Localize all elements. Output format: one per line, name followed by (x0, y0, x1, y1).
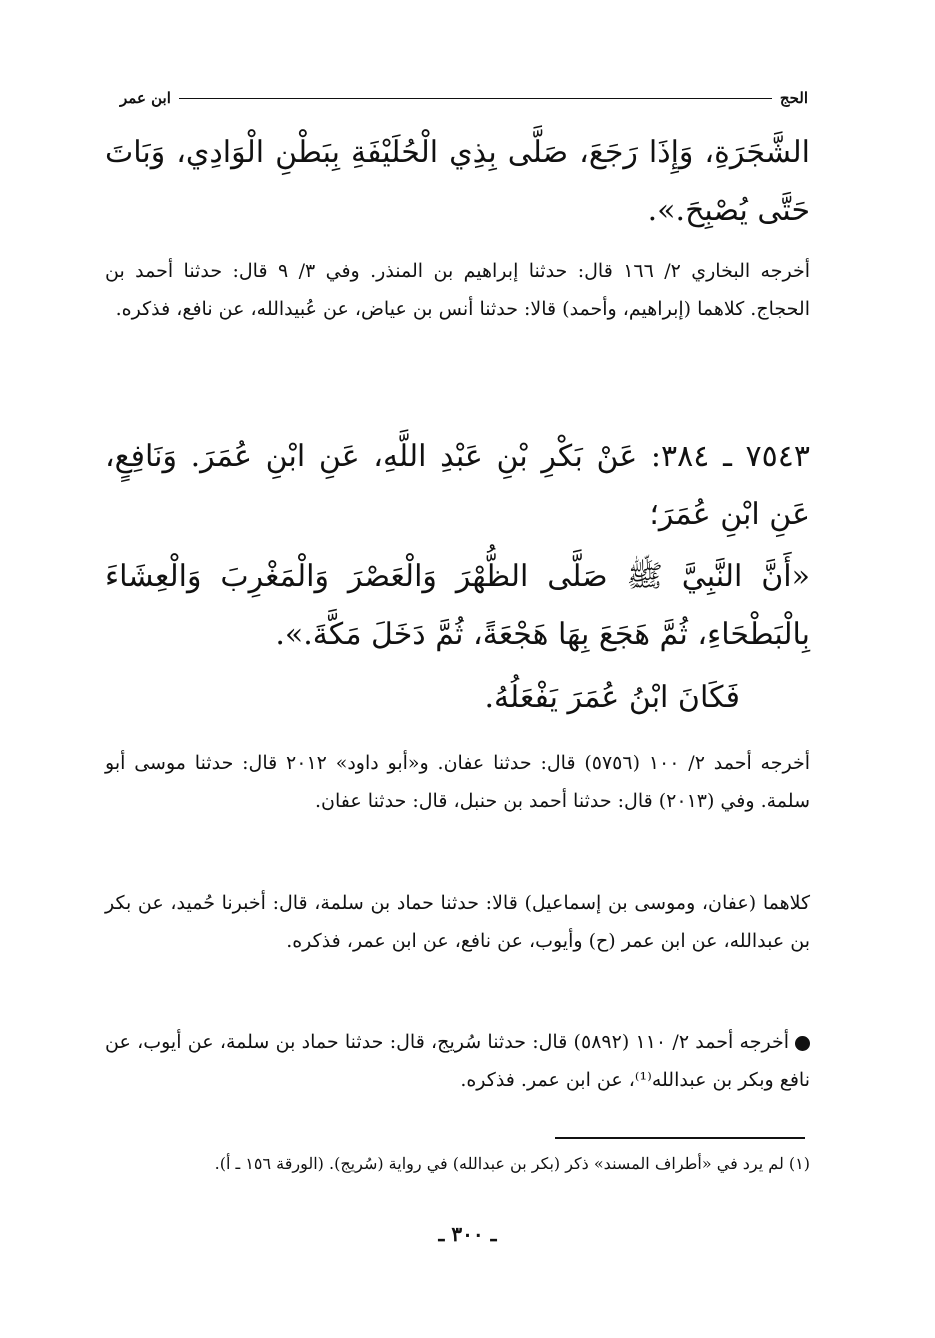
header-section-title: الحج (779, 89, 808, 107)
takhrij-text: أخرجه أحمد ٢/ ١١٠ (٥٨٩٢) قال: حدثنا سُريج، قال: حدثنا حماد بن سلمة، عن أيوب، عن نافع وبكر بن عبدالله⁽¹⁾، عن ابن عمر. فذكره. (105, 1031, 810, 1091)
takhrij-paragraph-bulleted (105, 1023, 810, 1099)
takhrij-paragraph: كلاهما (عفان، وموسى بن إسماعيل) قالا: حدثنا حماد بن سلمة، قال: أخبرنا حُميد، عن بكر بن عبدالله، عن ابن عمر (ح) وأيوب، عن نافع، عن ابن عمر، فذكره. (105, 892, 810, 952)
hadith-text-addendum: فَكَانَ ابْنُ عُمَرَ يَفْعَلُهُ. (484, 680, 740, 715)
hadith-text-continuation: الشَّجَرَةِ، وَإِذَا رَجَعَ، صَلَّى بِذِي الْحُلَيْفَةِ بِبَطْنِ الْوَادِي، وَبَاتَ حَتَّى يُصْبِحَ.». (105, 135, 810, 228)
running-header (110, 86, 818, 110)
takhrij-paragraph: أخرجه البخاري ٢/ ١٦٦ قال: حدثنا إبراهيم بن المنذر. وفي ٣/ ٩ قال: حدثنا أحمد بن الحجاج. كلاهما (إبراهيم، وأحمد) قالا: حدثنا أنس بن عياض، عن عُبيدالله، عن نافع، فذكره. (105, 260, 810, 320)
footnote: (١) لم يرد في «أطراف المسند» ذكر (بكر بن عبدالله) في رواية (سُريج). (الورقة ١٥٦ ـ أ). (214, 1154, 810, 1173)
hadith-text: «أَنَّ النَّبِيَّ ﷺ صَلَّى الظُّهْرَ وَالْعَصْرَ وَالْمَغْرِبَ وَالْعِشَاءَ بِالْبَطْحَاءِ، ثُمَّ هَجَعَ بِهَا هَجْعَةً، ثُمَّ دَخَلَ مَكَّةَ.». (105, 559, 810, 652)
bullet-icon (795, 1036, 810, 1051)
page-number: ـ ٣٠٠ ـ (438, 1222, 497, 1246)
footnote-rule (555, 1137, 805, 1139)
hadith-heading: ٧٥٤٣ ـ ٣٨٤: عَنْ بَكْرِ بْنِ عَبْدِ اللَّهِ، عَنِ ابْنِ عُمَرَ. وَنَافِعٍ، عَنِ ابْنِ عُمَرَ؛ (105, 439, 810, 532)
header-rule (179, 98, 772, 99)
takhrij-paragraph: أخرجه أحمد ٢/ ١٠٠ (٥٧٥٦) قال: حدثنا عفان. و«أبو داود» ٢٠١٢ قال: حدثنا موسى أبو سلمة. وفي (٢٠١٣) قال: حدثنا أحمد بن حنبل، قال: حدثنا عفان. (105, 752, 810, 812)
header-book-title: ابن عمر (120, 89, 171, 107)
